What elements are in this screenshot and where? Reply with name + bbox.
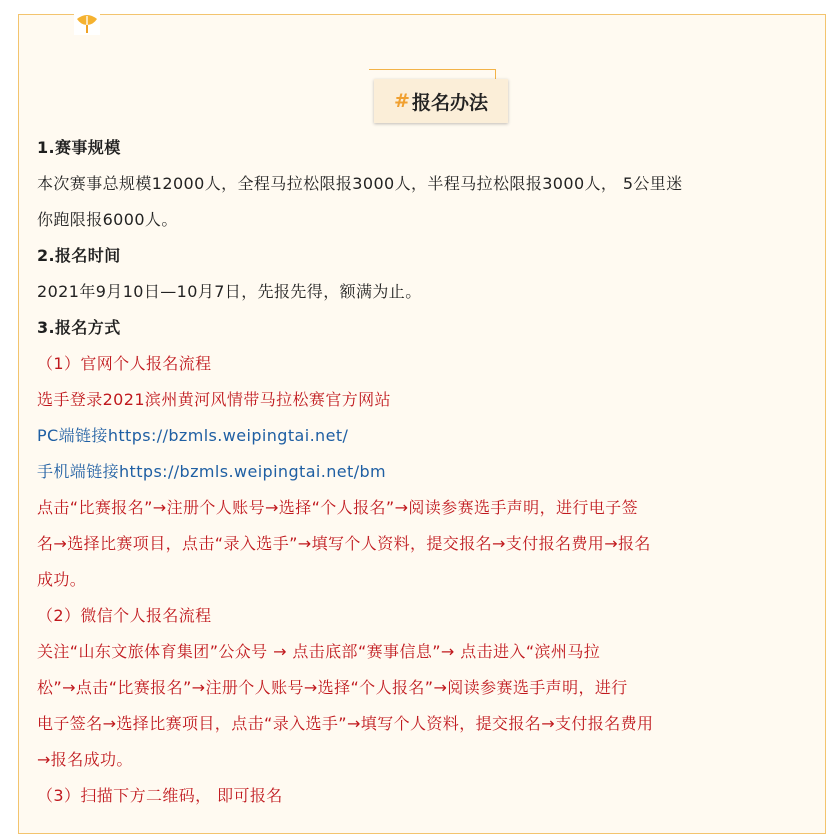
- title-hash: #: [394, 90, 410, 112]
- heading-time: 2.报名时间: [37, 246, 121, 265]
- official-login: 选手登录2021滨州黄河风情带马拉松赛官方网站: [37, 390, 391, 409]
- pc-link[interactable]: PC端链接https://bzmls.weipingtai.net/: [37, 426, 349, 445]
- wechat-step-line-3: 电子签名→选择比赛项目，点击“录入选手”→填写个人资料，提交报名→支付报名费用: [37, 714, 654, 733]
- official-step-line-1: 点击“比赛报名”→注册个人账号→选择“个人报名”→阅读参赛选手声明，进行电子签: [37, 498, 638, 517]
- section-title-text: 报名办法: [411, 91, 488, 114]
- article-body: [37, 130, 807, 814]
- official-title: （1）官网个人报名流程: [37, 354, 212, 373]
- qrcode-title: （3）扫描下方二维码， 即可报名: [37, 786, 283, 805]
- section-title: [355, 65, 513, 127]
- wechat-title: （2）微信个人报名流程: [37, 606, 212, 625]
- scale-line-1: 本次赛事总规模12000人，全程马拉松限报3000人，半程马拉松限报3000人， 5公里迷: [37, 174, 683, 193]
- scale-line-2: 你跑限报6000人。: [37, 210, 178, 229]
- official-step-line-3: 成功。: [37, 570, 87, 589]
- official-step-line-2: 名→选择比赛项目，点击“录入选手”→填写个人资料，提交报名→支付报名费用→报名: [37, 534, 651, 553]
- wechat-step-line-2: 松”→点击“比赛报名”→注册个人账号→选择“个人报名”→阅读参赛选手声明，进行: [37, 678, 628, 697]
- heading-scale: 1.赛事规模: [37, 138, 121, 157]
- heading-method: 3.报名方式: [37, 318, 121, 337]
- wechat-step-line-4: →报名成功。: [37, 750, 133, 769]
- section-title-box: [374, 79, 508, 123]
- ginkgo-leaf-icon: [74, 13, 100, 35]
- mobile-link[interactable]: 手机端链接https://bzmls.weipingtai.net/bm: [37, 462, 387, 481]
- wechat-step-line-1: 关注“山东文旅体育集团”公众号 → 点击底部“赛事信息”→ 点击进入“滨州马拉: [37, 642, 601, 661]
- time-text: 2021年9月10日—10月7日，先报先得，额满为止。: [37, 282, 422, 301]
